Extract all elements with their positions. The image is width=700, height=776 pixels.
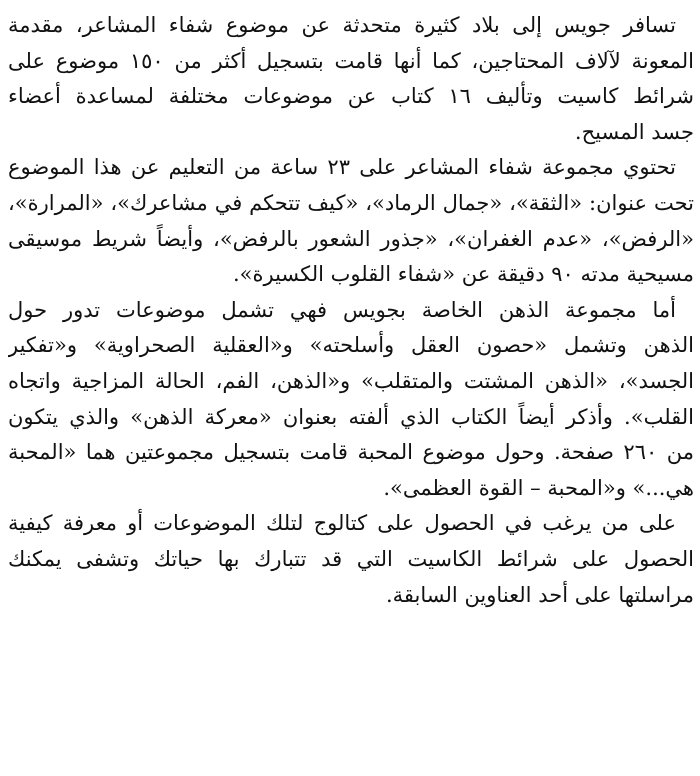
- text-line: تحتوي مجموعة شفاء المشاعر على ٢٣ ساعة من التعليم عن هذا الموضوع: [8, 155, 676, 180]
- text-line: الجسد»، «الذهن المشتت والمتقلب» و«الذهن، الفم، الحالة المزاجية واتجاه: [8, 368, 694, 393]
- text-line: شرائط كاسيت وتأليف ١٦ كتاب عن موضوعات مختلفة لمساعدة أعضاء: [8, 84, 694, 109]
- text-line: من ٢٦٠ صفحة. وحول موضوع المحبة قامت بتسجيل مجموعتين هما «المحبة: [8, 440, 694, 465]
- text-line: الحصول على شرائط الكاسيت التي قد تتبارك بها حياتك وتشفى يمكنك: [8, 546, 694, 571]
- body-text: [8, 8, 694, 613]
- text-line: الذهن وتشمل «حصون العقل وأسلحته» و«العقلية الصحراوية» و«تفكير: [8, 333, 694, 358]
- text-line: القلب». وأذكر أيضاً الكتاب الذي ألفته بعنوان «معركة الذهن» والذي يتكون: [8, 404, 694, 429]
- text-line: مراسلتها على أحد العناوين السابقة.: [386, 582, 694, 607]
- text-line: «الرفض»، «عدم الغفران»، «جذور الشعور بالرفض»، وأيضاً شريط موسيقى: [8, 226, 694, 251]
- text-line: تسافر جويس إلى بلاد كثيرة متحدثة عن موضوع شفاء المشاعر، مقدمة: [8, 13, 676, 37]
- text-line: المعونة لآلاف المحتاجين، كما أنها قامت بتسجيل أكثر من ١٥٠ موضوع على: [8, 48, 694, 73]
- paragraph-mind-collection: [8, 293, 694, 507]
- text-line: تحت عنوان: «الثقة»، «جمال الرماد»، «كيف تتحكم في مشاعرك»، «المرارة»،: [8, 190, 694, 215]
- text-line: هي...» و«المحبة – القوة العظمى».: [383, 475, 694, 500]
- text-line: على من يرغب في الحصول على كتالوج لتلك الموضوعات أو معرفة كيفية: [8, 511, 676, 536]
- text-line: جسد المسيح.: [574, 119, 694, 144]
- text-line: أما مجموعة الذهن الخاصة بجويس فهي تشمل موضوعات تدور حول: [8, 297, 676, 322]
- paragraph-healing-emotions-collection: [8, 150, 694, 292]
- text-line: مسيحية مدته ٩٠ دقيقة عن «شفاء القلوب الكسيرة».: [232, 262, 694, 287]
- paragraph-catalog-request: [8, 506, 694, 613]
- paragraph-healing-emotions-intro: [8, 8, 694, 150]
